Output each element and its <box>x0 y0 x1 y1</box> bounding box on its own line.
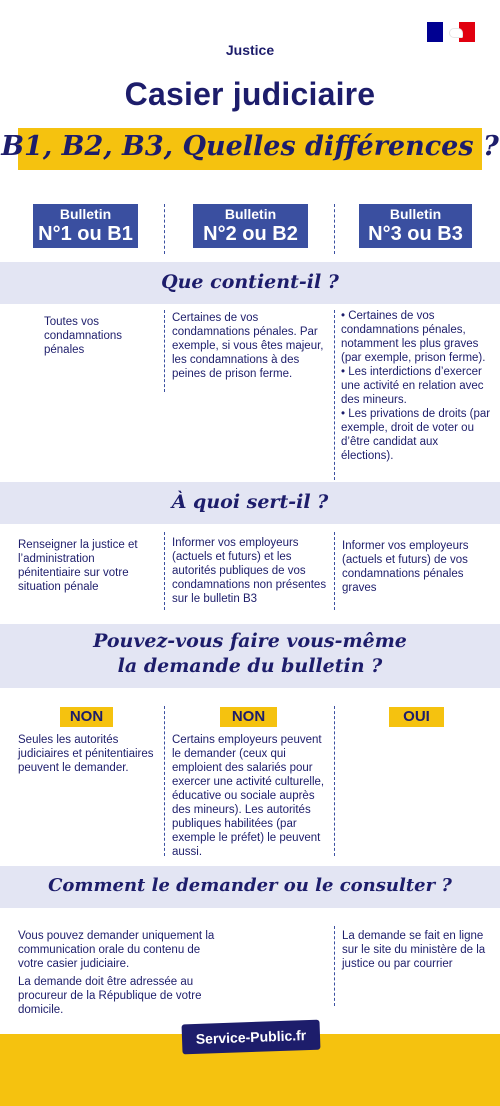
bulletin-b3-line1: Bulletin <box>389 206 442 222</box>
b3-answer-badge: OUI <box>389 707 444 727</box>
bulletin-b3-header <box>359 204 472 248</box>
marianne-flag-icon <box>427 22 475 42</box>
section-heading-consulter: Comment le demander ou le consulter ? <box>48 875 452 896</box>
column-divider <box>334 926 335 1006</box>
section-heading-usage: À quoi sert-il ? <box>171 491 329 513</box>
page-subtitle: B1, B2, B3, Quelles différences ? <box>1 131 499 162</box>
consulter-left-text-1: Vous pouvez demander uniquement la communication orale du contenu de votre casier judiciaire. <box>18 930 215 970</box>
kicker-label: Justice <box>225 42 275 58</box>
contenu-b1-text: Toutes vos condamnations pénales <box>44 316 122 356</box>
bulletin-b2-header <box>193 204 308 248</box>
column-divider <box>334 532 335 610</box>
contenu-b2-text: Certaines de vos condamnations pénales. Par exemple, si vous êtes majeur, les condamnations à des peines de prison ferme. <box>172 312 324 380</box>
bulletin-b3-line2: N°3 ou B3 <box>368 223 463 245</box>
usage-b2-text: Informer vos employeurs (actuels et futurs) et les autorités publiques de vos condamnations non présentes sur le bulletin B3 <box>172 537 327 605</box>
usage-b1-text: Renseigner la justice et l’administration pénitentiaire sur votre situation pénale <box>18 539 138 593</box>
page-title: Casier judiciaire <box>124 76 376 112</box>
demande-b1-text: Seules les autorités judiciaires et pénitentiaires peuvent le demander. <box>18 734 154 774</box>
section-heading-demande-line2: la demande du bulletin ? <box>117 655 383 677</box>
b2-answer-badge: NON <box>220 707 277 727</box>
column-divider <box>334 310 335 480</box>
contenu-b3-text: • Certaines de vos condamnations pénales, notamment les plus graves (par exemple, prison ferme). • Les interdictions d’exercer une activité en relation avec des mineurs. • Les privations de droits (par exemple, droit de voter ou d’être candidat aux élections). <box>341 310 491 462</box>
demande-b2-text: Certains employeurs peuvent le demander (ceux qui emploient des salariés pour exercer une activité culturelle, éducative ou sociale auprès des mineurs). Les autorités publiques habilitées (par exemple le préfet) le peuvent aussi. <box>172 734 325 858</box>
bulletin-b2-line1: Bulletin <box>224 206 277 222</box>
bulletin-b2-line2: N°2 ou B2 <box>203 223 298 245</box>
column-divider <box>164 532 165 610</box>
column-divider <box>164 310 165 392</box>
consulter-right-text: La demande se fait en ligne sur le site du ministère de la justice ou par courrier <box>342 930 486 970</box>
usage-b3-text: Informer vos employeurs (actuels et futurs) de vos condamnations pénales graves <box>342 540 469 594</box>
service-public-logo[interactable]: Service-Public.fr <box>182 1020 321 1055</box>
bulletin-b1-line2: N°1 ou B1 <box>38 223 133 245</box>
column-divider <box>334 204 335 254</box>
bulletin-b1-header <box>33 204 138 248</box>
column-divider <box>164 706 165 856</box>
b1-answer-badge: NON <box>60 707 113 727</box>
consulter-left-text-2: La demande doit être adressée au procureur de la République de votre domicile. <box>18 976 202 1016</box>
bulletin-b1-line1: Bulletin <box>59 206 112 222</box>
column-divider <box>164 204 165 254</box>
section-heading-contenu: Que contient-il ? <box>161 271 339 293</box>
section-heading-demande-line1: Pouvez-vous faire vous-même <box>93 630 407 652</box>
column-divider <box>334 706 335 856</box>
